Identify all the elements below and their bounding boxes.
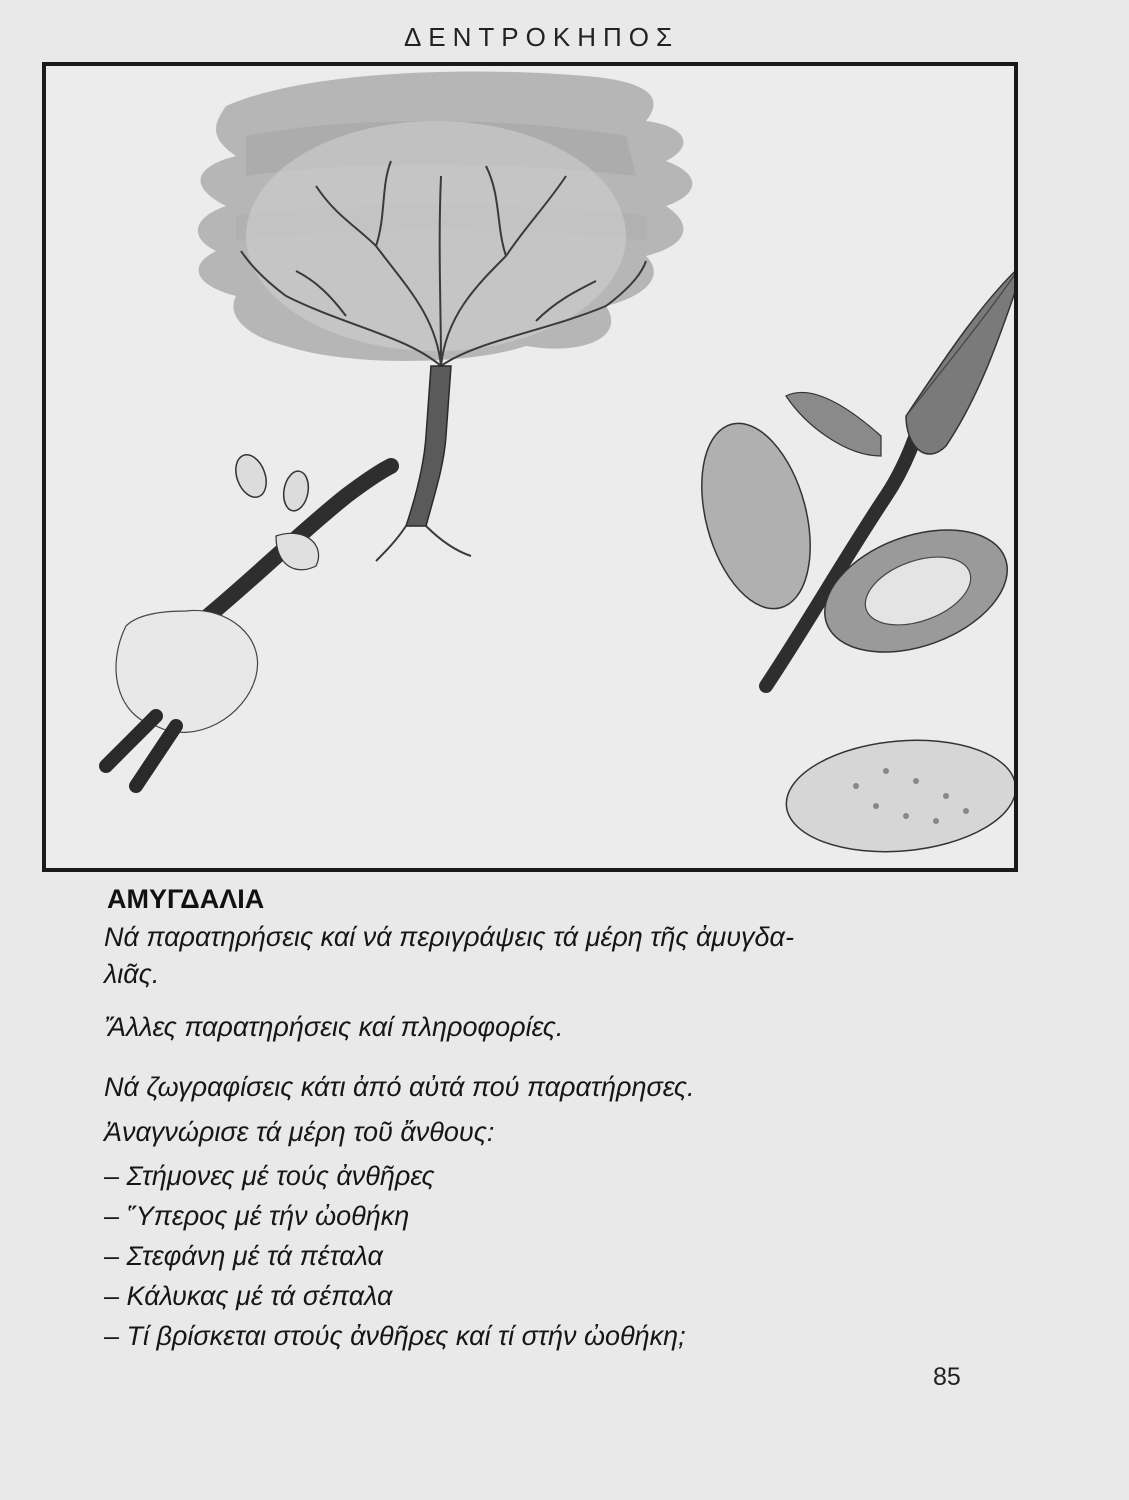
- text-line: Νά παρατηρήσεις καί νά περιγράψεις τά μέρη τῆς ἀμυγδα-: [104, 922, 794, 952]
- text-line: – Στήμονες μέ τούς ἀνθῆρες: [104, 1161, 435, 1191]
- text-line: Νά ζωγραφίσεις κάτι ἀπό αὐτά πού παρατήρησες.: [104, 1072, 695, 1102]
- flowering-twig: [106, 451, 391, 786]
- tree-crown: [246, 121, 626, 351]
- running-header: ΔΕΝΤΡΟΚΗΠΟΣ: [403, 22, 680, 52]
- text-line: – Τί βρίσκεται στούς ἀνθῆρες καί τί στήν ὠοθήκη;: [104, 1321, 686, 1351]
- text-line: Ἄλλες παρατηρήσεις καί πληροφορίες.: [104, 1012, 564, 1042]
- exercise-text: [104, 922, 984, 1361]
- text-line: – Στεφάνη μέ τά πέταλα: [104, 1241, 383, 1271]
- section-title: ΑΜΥΓΔΑΛΙΑ: [107, 884, 265, 914]
- almond-branch: [683, 261, 1014, 861]
- illustration-frame: [42, 62, 1018, 872]
- text-line: – Κάλυκας μέ τά σέπαλα: [104, 1281, 393, 1311]
- text-line: [104, 1056, 984, 1072]
- text-line: Ἀναγνώρισε τά μέρη τοῦ ἄνθους:: [104, 1117, 495, 1147]
- almond-leaf: [906, 261, 1014, 454]
- text-line: λιᾶς.: [104, 959, 160, 989]
- almond-fruit: [683, 411, 829, 620]
- tree-trunk: [406, 366, 451, 526]
- almond-nut: [782, 731, 1014, 861]
- text-line: – Ὕπερος μέ τήν ὠοθήκη: [104, 1201, 410, 1231]
- almond-tree-illustration: [46, 66, 1014, 868]
- page-number: 85: [933, 1363, 961, 1391]
